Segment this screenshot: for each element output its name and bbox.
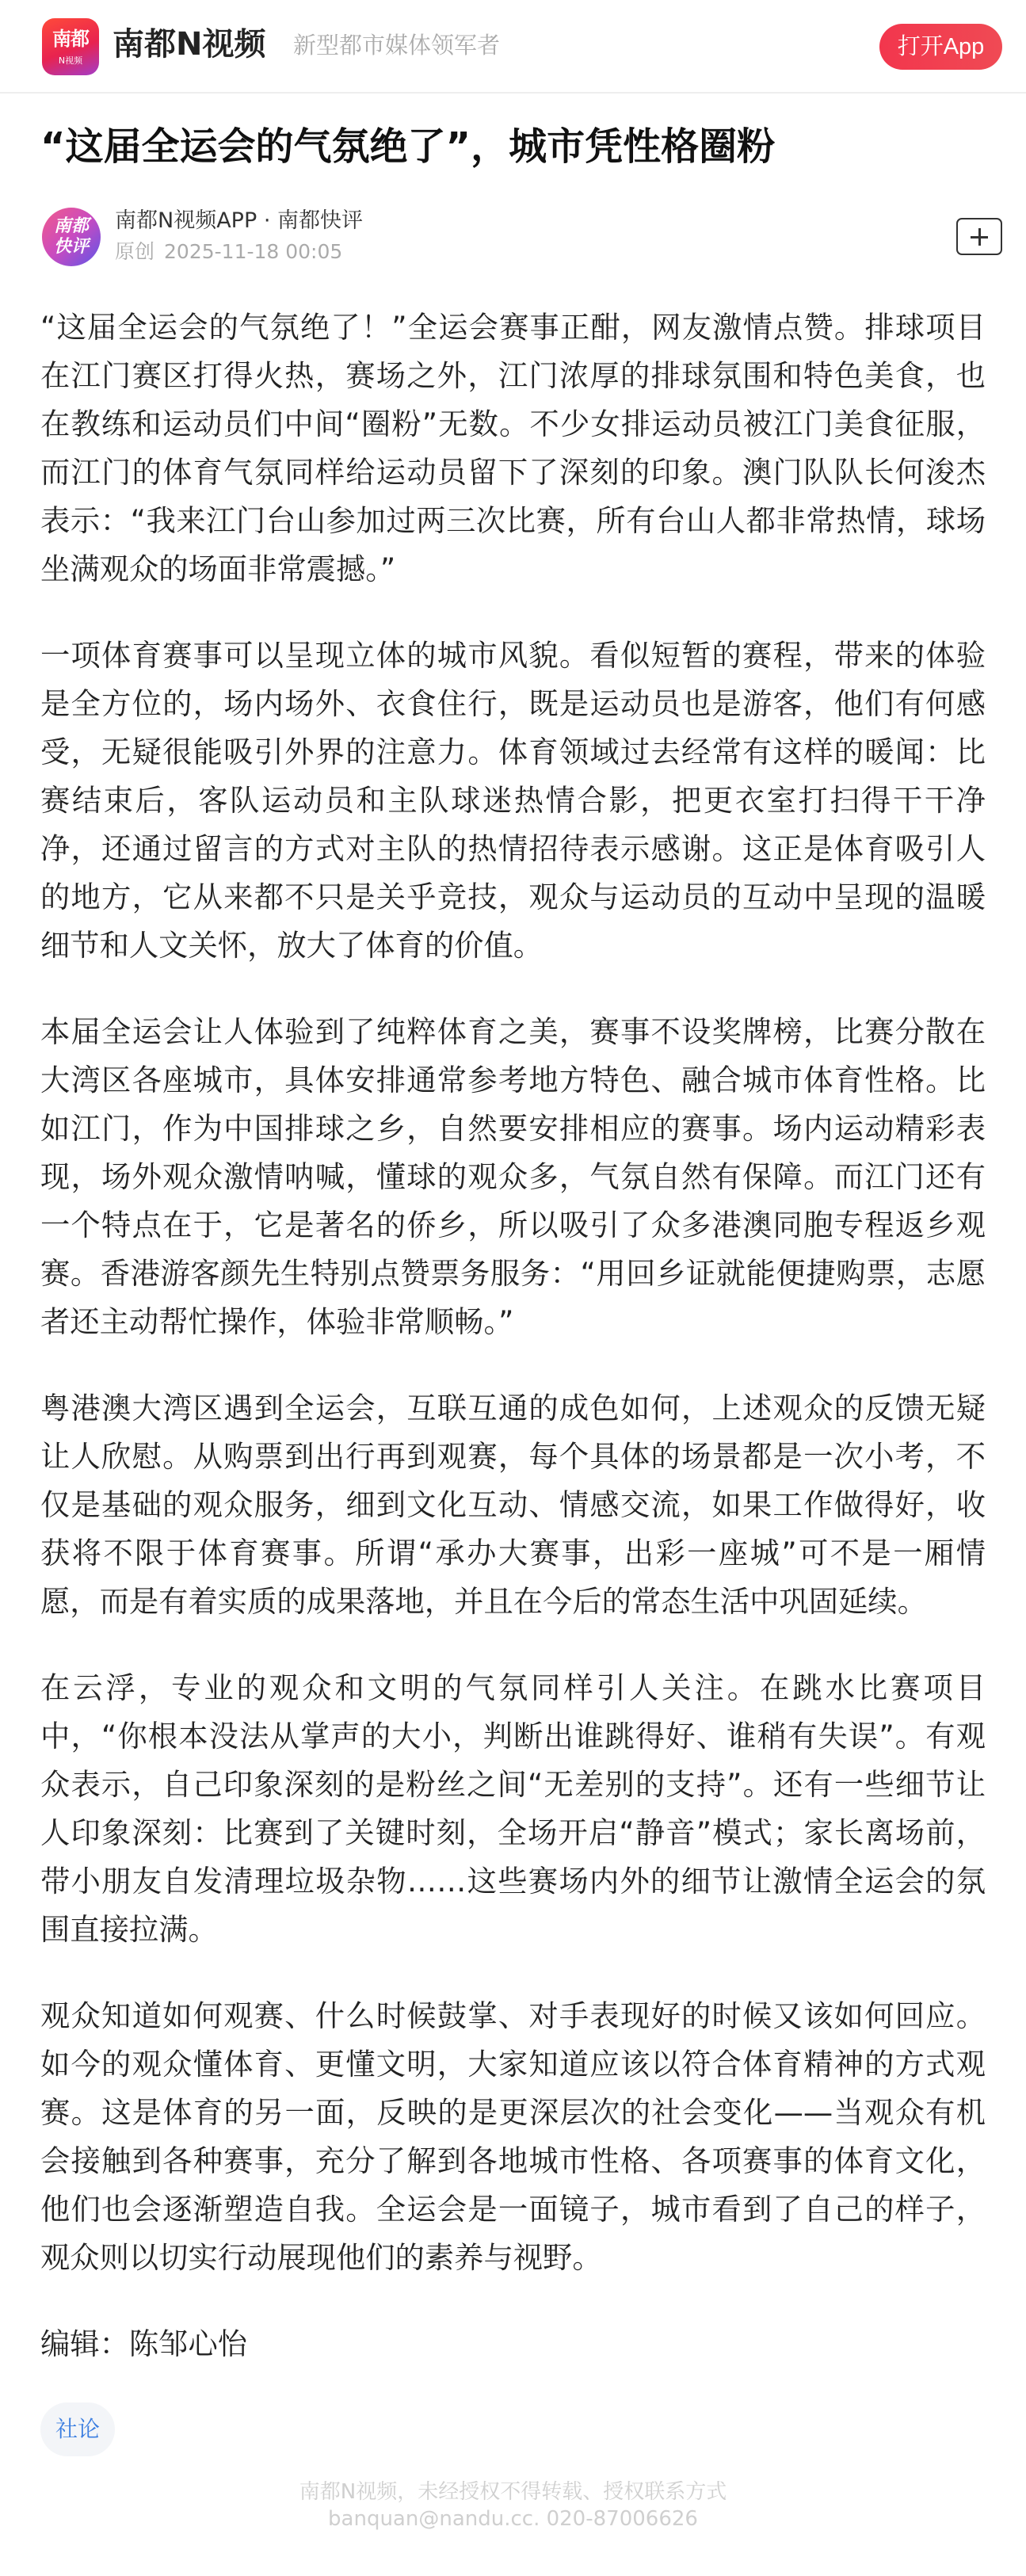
follow-button[interactable] [956,218,1002,255]
editor-credit: 编辑：陈邹心怡 [40,2326,248,2361]
paragraph: “这届全运会的气氛绝了！”全运会赛事正酣，网友激情点赞。排球项目在江门赛区打得火热，赛场之外，江门浓厚的排球氛围和特色美食，也在教练和运动员们中间“圈粉”无数。不少女排运动员被江门美食征服，而江门的体育气氛同样给运动员留下了深刻的印象。澳门队队长何浚杰表示：“我来江门台山参加过两三次比赛，所有台山人都非常热情，球场坐满观众的场面非常震撼。” [40,310,986,586]
copyright-line-2: banquan@nandu.cc. 020-87006626 [328,2507,698,2531]
original-label: 原创 [115,240,155,263]
top-app-banner [0,0,1026,93]
article-title: “这届全运会的气氛绝了”，城市凭性格圈粉 [40,124,776,169]
avatar-text-1: 南都 [53,216,89,236]
app-logo[interactable] [42,18,99,75]
paragraph: 本届全运会让人体验到了纯粹体育之美，赛事不设奖牌榜，比赛分散在大湾区各座城市，具体安排通常参考地方特色、融合城市体育性格。比如江门，作为中国排球之乡，自然要安排相应的赛事。场内运动精彩表现，场外观众激情呐喊，懂球的观众多，气氛自然有保障。而江门还有一个特点在于，它是著名的侨乡，所以吸引了众多港澳同胞专程返乡观赛。香港游客颜先生特别点赞票务服务：“用回乡证就能便捷购票，志愿者还主动帮忙操作，体验非常顺畅。” [40,1014,986,1339]
author-name[interactable]: 南都N视频APP · 南都快评 [115,208,363,233]
publish-date: 2025-11-18 00:05 [164,240,343,263]
open-app-button[interactable]: 打开App [879,24,1002,70]
avatar-text-2: 快评 [53,237,89,257]
author-avatar[interactable] [42,208,101,266]
brand-name: 南都N视频 [113,26,266,63]
paragraph: 在云浮，专业的观众和文明的气氛同样引人关注。在跳水比赛项目中，“你根本没法从掌声的大小，判断出谁跳得好、谁稍有失误”。有观众表示，自己印象深刻的是粉丝之间“无差别的支持”。还有一些细节让人印象深刻：比赛到了关键时刻，全场开启“静音”模式；家长离场前，带小朋友自发清理垃圾杂物……这些赛场内外的细节让激情全运会的氛围直接拉满。 [40,1670,986,1947]
copyright-footer [0,2479,1026,2532]
paragraph: 粤港澳大湾区遇到全运会，互联互通的成色如何，上述观众的反馈无疑让人欣慰。从购票到出行再到观赛，每个具体的场景都是一次小考，不仅是基础的观众服务，细到文化互动、情感交流，如果工作做得好，收获将不限于体育赛事。所谓“承办大赛事，出彩一座城”可不是一厢情愿，而是有着实质的成果落地，并且在今后的常态生活中巩固延续。 [40,1391,986,1619]
topic-tag[interactable]: 社论 [40,2402,115,2456]
paragraph: 一项体育赛事可以呈现立体的城市风貌。看似短暂的赛程，带来的体验是全方位的，场内场外、衣食住行，既是运动员也是游客，他们有何感受，无疑很能吸引外界的注意力。体育领域过去经常有这样的暖闻：比赛结束后，客队运动员和主队球迷热情合影，把更衣室打扫得干干净净，还通过留言的方式对主队的热情招待表示感谢。这正是体育吸引人的地方，它从来都不只是关乎竞技，观众与运动员的互动中呈现的温暖细节和人文关怀，放大了体育的价值。 [40,638,986,963]
brand-slogan: 新型都市媒体领军者 [293,32,501,59]
paragraph: 观众知道如何观赛、什么时候鼓掌、对手表现好的时候又该如何回应。如今的观众懂体育、更懂文明，大家知道应该以符合体育精神的方式观赛。这是体育的另一面，反映的是更深层次的社会变化——当观众有机会接触到各种赛事，充分了解到各地城市性格、各项赛事的体育文化，他们也会逐渐塑造自我。全运会是一面镜子，城市看到了自己的样子，观众则以切实行动展现他们的素养与视野。 [40,1998,986,2275]
logo-text-bottom: N视频 [58,55,83,66]
copyright-line-1: 南都N视频，未经授权不得转载、授权联系方式 [299,2480,727,2504]
article-body [40,303,986,2320]
author-meta [115,239,352,265]
logo-text-top: 南都 [52,28,89,50]
